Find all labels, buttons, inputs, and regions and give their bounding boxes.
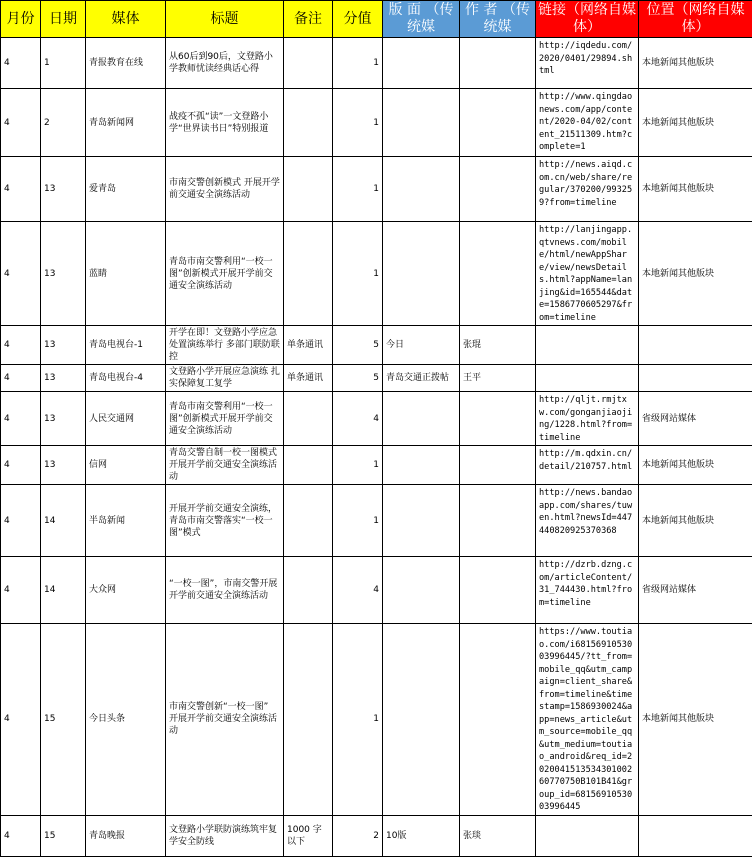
header-month[interactable]: 月份 — [1, 1, 41, 38]
cell-score[interactable]: 4 — [333, 392, 383, 446]
cell-link[interactable]: http://news.aiqd.com.cn/web/share/regular/370200/993259?from=timeline — [536, 157, 639, 222]
cell-page[interactable] — [383, 157, 460, 222]
cell-month[interactable]: 4 — [1, 38, 41, 89]
table-row — [1, 89, 752, 157]
cell-link[interactable]: http://lanjingapp.qtvnews.com/mobile/html/newAppShare/view/newsDetails.html?appName=lanjing&id=165544&date=1586770605297&from=timeline — [536, 222, 639, 326]
cell-day[interactable]: 1 — [41, 38, 86, 89]
cell-link[interactable]: http://dzrb.dzng.com/articleContent/31_744430.html?from=timeline — [536, 557, 639, 624]
cell-score[interactable]: 2 — [333, 815, 383, 856]
cell-title[interactable]: 青岛市南交警利用“一校一图”创新模式开展开学前交通安全演练活动 — [166, 392, 284, 446]
cell-page[interactable]: 青岛交通正拨帖 — [383, 365, 460, 392]
cell-media[interactable]: 青岛晚报 — [86, 815, 166, 856]
cell-page[interactable]: 今日 — [383, 326, 460, 365]
cell-month[interactable]: 4 — [1, 624, 41, 816]
cell-page[interactable] — [383, 446, 460, 485]
cell-author[interactable] — [460, 89, 536, 157]
cell-page[interactable] — [383, 222, 460, 326]
table-row — [1, 392, 752, 446]
table-row — [1, 38, 752, 89]
cell-position[interactable]: 省级网站媒体 — [639, 557, 752, 624]
table-row — [1, 326, 752, 365]
cell-score[interactable]: 1 — [333, 222, 383, 326]
cell-position[interactable]: 本地新闻其他版块 — [639, 38, 752, 89]
table-row — [1, 557, 752, 624]
cell-day[interactable]: 13 — [41, 365, 86, 392]
cell-month[interactable]: 4 — [1, 392, 41, 446]
cell-title[interactable]: 市南交警创新“一校一图” 开展开学前交通安全演练活动 — [166, 624, 284, 816]
cell-title[interactable]: 文登路小学联防演练筑牢复学安全防线 — [166, 815, 284, 856]
cell-day[interactable]: 13 — [41, 446, 86, 485]
cell-link[interactable]: http://news.bandaoapp.com/shares/tuwen.html?newsId=447440820925370368 — [536, 485, 639, 557]
cell-media[interactable]: 爱青岛 — [86, 157, 166, 222]
cell-media[interactable]: 青岛电视台-1 — [86, 326, 166, 365]
cell-month[interactable]: 4 — [1, 89, 41, 157]
cell-title[interactable]: 战疫不孤“读”一文登路小学“世界读书日”特别报道 — [166, 89, 284, 157]
table-row — [1, 365, 752, 392]
header-title[interactable]: 标题 — [166, 1, 284, 38]
cell-month[interactable]: 4 — [1, 157, 41, 222]
cell-title[interactable]: 开展开学前交通安全演练，青岛市南交警落实“一校一图”模式 — [166, 485, 284, 557]
cell-author[interactable] — [460, 624, 536, 816]
cell-note[interactable]: 单条通讯 — [284, 365, 333, 392]
cell-day[interactable]: 13 — [41, 326, 86, 365]
cell-month[interactable]: 4 — [1, 222, 41, 326]
cell-author[interactable]: 张琰 — [460, 815, 536, 856]
cell-author[interactable] — [460, 485, 536, 557]
cell-note[interactable] — [284, 446, 333, 485]
cell-month[interactable]: 4 — [1, 365, 41, 392]
cell-link[interactable]: http://www.qingdaonews.com/app/content/2020-04/02/content_21511309.htm?complete=1 — [536, 89, 639, 157]
cell-title[interactable]: 开学在即！文登路小学应急处置演练举行 多部门联防联控 — [166, 326, 284, 365]
header-link[interactable]: 链接（网络自媒体） — [536, 1, 639, 38]
cell-score[interactable]: 1 — [333, 485, 383, 557]
cell-link[interactable]: https://www.toutiao.com/i6815691053003996445/?tt_from=mobile_qq&utm_campaign=client_share&from=timeline&timestamp=1586930024&app=news_article&utm_source=mobile_qq&utm_medium=toutiao_android&req_id=202004151353430100260770750B101B41&group_id=6815691053003996445 — [536, 624, 639, 816]
cell-day[interactable]: 2 — [41, 89, 86, 157]
cell-page[interactable] — [383, 38, 460, 89]
cell-link[interactable]: http://m.qdxin.cn/detail/210757.html — [536, 446, 639, 485]
cell-score[interactable]: 1 — [333, 157, 383, 222]
cell-month[interactable]: 4 — [1, 557, 41, 624]
cell-note[interactable] — [284, 485, 333, 557]
cell-page[interactable] — [383, 624, 460, 816]
cell-day[interactable]: 13 — [41, 157, 86, 222]
cell-note[interactable] — [284, 157, 333, 222]
cell-position[interactable]: 本地新闻其他版块 — [639, 222, 752, 326]
cell-note[interactable]: 单条通讯 — [284, 326, 333, 365]
cell-title[interactable]: 从60后到90后，文登路小学教师忧读经典话心得 — [166, 38, 284, 89]
cell-position[interactable]: 本地新闻其他版块 — [639, 485, 752, 557]
header-media[interactable]: 媒体 — [86, 1, 166, 38]
cell-media[interactable]: 蓝睛 — [86, 222, 166, 326]
cell-title[interactable]: “一校一图”，市南交警开展开学前交通安全演练活动 — [166, 557, 284, 624]
cell-score[interactable]: 1 — [333, 446, 383, 485]
cell-note[interactable]: 1000 字 以下 — [284, 815, 333, 856]
header-score[interactable]: 分值 — [333, 1, 383, 38]
header-author[interactable]: 作 者 （传统媒 — [460, 1, 536, 38]
header-position[interactable]: 位置（网络自媒体） — [639, 1, 752, 38]
cell-title[interactable]: 文登路小学开展应急演练 扎实保障复工复学 — [166, 365, 284, 392]
cell-day[interactable]: 15 — [41, 815, 86, 856]
cell-page[interactable] — [383, 557, 460, 624]
cell-media[interactable]: 今日头条 — [86, 624, 166, 816]
cell-position[interactable]: 本地新闻其他版块 — [639, 446, 752, 485]
cell-media[interactable]: 青岛新闻网 — [86, 89, 166, 157]
cell-link[interactable] — [536, 815, 639, 856]
cell-position[interactable]: 本地新闻其他版块 — [639, 89, 752, 157]
table-row — [1, 446, 752, 485]
cell-score[interactable]: 1 — [333, 38, 383, 89]
cell-media[interactable]: 半岛新闻 — [86, 485, 166, 557]
cell-day[interactable]: 13 — [41, 392, 86, 446]
cell-page[interactable]: 10版 — [383, 815, 460, 856]
table-row — [1, 485, 752, 557]
cell-position[interactable] — [639, 815, 752, 856]
table-row — [1, 815, 752, 856]
cell-score[interactable]: 4 — [333, 557, 383, 624]
cell-media[interactable]: 大众网 — [86, 557, 166, 624]
header-row — [1, 1, 752, 38]
table-row — [1, 222, 752, 326]
cell-link[interactable] — [536, 365, 639, 392]
cell-author[interactable] — [460, 222, 536, 326]
cell-author[interactable] — [460, 446, 536, 485]
cell-month[interactable]: 4 — [1, 815, 41, 856]
cell-day[interactable]: 15 — [41, 624, 86, 816]
cell-media[interactable]: 青报教育在线 — [86, 38, 166, 89]
table-row — [1, 624, 752, 816]
cell-author[interactable] — [460, 157, 536, 222]
cell-author[interactable]: 王平 — [460, 365, 536, 392]
cell-media[interactable]: 信网 — [86, 446, 166, 485]
cell-page[interactable] — [383, 485, 460, 557]
cell-page[interactable] — [383, 89, 460, 157]
cell-author[interactable] — [460, 38, 536, 89]
cell-note[interactable] — [284, 38, 333, 89]
cell-title[interactable]: 青岛交警自制一校一图模式 开展开学前交通安全演练活动 — [166, 446, 284, 485]
cell-score[interactable]: 1 — [333, 89, 383, 157]
cell-position[interactable] — [639, 326, 752, 365]
cell-note[interactable] — [284, 222, 333, 326]
cell-author[interactable] — [460, 392, 536, 446]
cell-note[interactable] — [284, 89, 333, 157]
cell-day[interactable]: 14 — [41, 557, 86, 624]
cell-link[interactable]: http://iqdedu.com/2020/0401/29894.shtml — [536, 38, 639, 89]
cell-link[interactable]: http://qljt.rmjtxw.com/gonganjiaojing/1228.html?from=timeline — [536, 392, 639, 446]
header-day[interactable]: 日期 — [41, 1, 86, 38]
cell-position[interactable]: 省级网站媒体 — [639, 392, 752, 446]
header-note[interactable]: 备注 — [284, 1, 333, 38]
cell-page[interactable] — [383, 392, 460, 446]
cell-title[interactable]: 青岛市南交警利用“一校一图”创新模式开展开学前交通安全演练活动 — [166, 222, 284, 326]
cell-position[interactable] — [639, 365, 752, 392]
table-row — [1, 157, 752, 222]
cell-month[interactable]: 4 — [1, 485, 41, 557]
cell-author[interactable]: 张琨 — [460, 326, 536, 365]
cell-author[interactable] — [460, 557, 536, 624]
cell-score[interactable]: 5 — [333, 365, 383, 392]
cell-link[interactable] — [536, 326, 639, 365]
cell-day[interactable]: 13 — [41, 222, 86, 326]
cell-note[interactable] — [284, 557, 333, 624]
cell-score[interactable]: 1 — [333, 624, 383, 816]
cell-title[interactable]: 市南交警创新模式 开展开学前交通安全演练活动 — [166, 157, 284, 222]
cell-position[interactable]: 本地新闻其他版块 — [639, 624, 752, 816]
cell-month[interactable]: 4 — [1, 446, 41, 485]
cell-score[interactable]: 5 — [333, 326, 383, 365]
cell-month[interactable]: 4 — [1, 326, 41, 365]
header-page[interactable]: 版 面 （传统媒 — [383, 1, 460, 38]
cell-day[interactable]: 14 — [41, 485, 86, 557]
cell-media[interactable]: 人民交通网 — [86, 392, 166, 446]
cell-note[interactable] — [284, 624, 333, 816]
cell-media[interactable]: 青岛电视台-4 — [86, 365, 166, 392]
cell-position[interactable]: 本地新闻其他版块 — [639, 157, 752, 222]
cell-note[interactable] — [284, 392, 333, 446]
